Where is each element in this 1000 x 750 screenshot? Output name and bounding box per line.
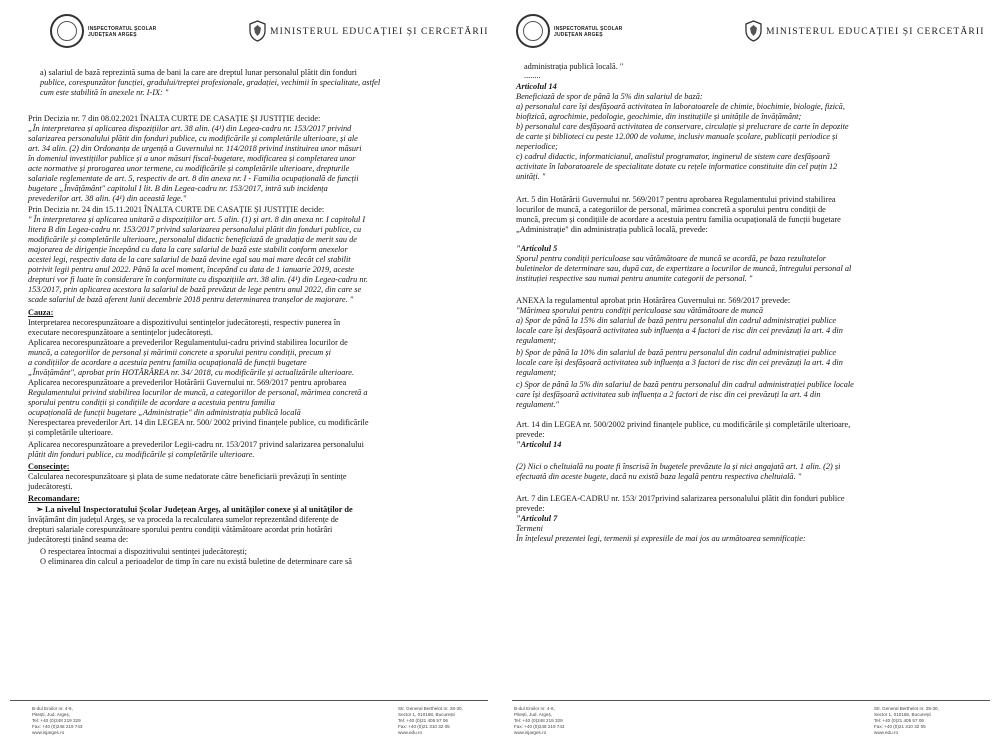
document-line: Calcularea necorespunzătoare și plata de sume nedatorate către beneficiarii prevăzuți în sentințe xyxy=(28,472,347,481)
document-line: c) cadrul didactic, informaticianul, analistul programator, inginerul de sistem care desfășoară xyxy=(516,152,830,161)
document-line: litera B din Legea-cadru nr. 153/2017 privind salarizarea personalului plătit din fonduri publice, cu xyxy=(28,225,362,234)
document-line: a) salariul de bază reprezintă suma de bani la care are dreptul lunar personalul plătit din fonduri xyxy=(40,68,357,77)
document-line: potrivit legii pentru anul 2022. Până la acel moment, începând cu data de 1 ianuarie 2019, aceste xyxy=(28,265,355,274)
document-line: drepturi vor fi luate în considerare în conformitate cu dispozițiile art. 38 alin. (4¹) din Legea-cadru nr. xyxy=(28,275,368,284)
document-line: a condițiilor de acordare a acestuia pentru familia ocupațională de funcții bugetare xyxy=(28,358,307,367)
document-line: ocupațională de funcții bugetare „Administrație" din administrația publică locală xyxy=(28,408,301,417)
document-line: drepturi salariale corespunzătoare sporului pentru condiții vătămătoare acordat prin hotărâri xyxy=(28,525,333,534)
document-line: acte normative și prorogarea unor termene, cu modificările și completările ulterioare, drepturile xyxy=(28,164,350,173)
isj-name-line: INSPECTORATUL ȘCOLAR xyxy=(88,26,157,32)
document-line: modificările și completările ulterioare, personalul didactic beneficiază de gradația de merit sau de xyxy=(28,235,357,244)
document-line: Sporul pentru condiții periculoase sau vătămătoare de muncă se acordă, pe baza rezultatelor xyxy=(516,254,826,263)
footer-line: Str. General Berthelot nr. 28-30, xyxy=(874,706,939,711)
document-line: prevederilor art. 38 alin. (4¹) din această lege." xyxy=(28,194,187,203)
document-line: "Mărimea sporului pentru condiții periculoase sau vătămătoare de muncă xyxy=(516,306,763,315)
footer-line: Sector 1, 010168, București xyxy=(874,712,931,717)
document-line: Nerespectarea prevederilor Art. 14 din LEGEA nr. 500/ 2002 privind finanțele publice, cu modificările xyxy=(28,418,369,427)
footer-link[interactable]: www.edu.ro xyxy=(398,730,423,735)
document-line: judecătorești. xyxy=(28,482,73,491)
isj-name-line: JUDEȚEAN ARGEȘ xyxy=(554,32,603,38)
document-line: salariale reglementate de art. 5, respectiv de art. 8 din anexa nr. I - Familia ocupațională de funcții xyxy=(28,174,359,183)
footer-line: Fax: +40 (0)21 310 32 05 xyxy=(398,724,450,729)
document-line: efectuată din aceste bugete, dacă nu există baza legală pentru respectiva cheltuială. " xyxy=(516,472,802,481)
footer-line: Fax: +40 (0)21 310 32 05 xyxy=(874,724,926,729)
document-line: Art. 5 din Hotărârii Guvernului nr. 569/2017 pentru aprobarea Regulamentului privind stabilirea xyxy=(516,195,836,204)
document-line: sporului pentru condiții și condițiile de acordare a acestuia pentru familia xyxy=(28,398,275,407)
left-page xyxy=(0,0,498,750)
page-header xyxy=(0,12,498,60)
document-line: care își desfășoară activitatea sub influența a 2 factori de risc din cei prevăzuți la art. 4 din xyxy=(516,390,821,399)
footer-line: Fax: +40 (0)248 219 743 xyxy=(32,724,83,729)
document-line: " În interpretarea și aplicarea unitară a dispozițiilor art. 5 alin. (1) și art. 8 din anexa nr. I capitolul I xyxy=(28,215,366,224)
document-line: muncă, a categoriilor de personal și mărimii concrete a sporului pentru condiții, precum și xyxy=(28,348,331,357)
document-line: „Administrație" din administrația publică locală, prevede: xyxy=(516,225,708,234)
document-line: Prin Decizia nr. 7 din 08.02.2021 ÎNALTA CURTE DE CASAȚIE ȘI JUSTIȚIE decide: xyxy=(28,114,321,123)
document-line: b) Spor de până la 10% din salariul de bază pentru personalul din cadrul administrației publice xyxy=(516,348,837,357)
document-line: plătit din fonduri publice, cu modificările și completările ulterioare. xyxy=(28,450,255,459)
document-line: acestei legi, respectiv data de la care salariul de bază devine egal sau mai mare decât cel stabilit xyxy=(28,255,351,264)
page-footer xyxy=(0,700,498,750)
document-line: locale care își desfășoară activitatea sub influența a 4 factori de risc din cei prevăzuți la art. 4 din xyxy=(516,326,843,335)
document-line: administrația publică locală. " xyxy=(524,62,624,71)
footer-divider xyxy=(10,700,488,701)
document-line: prevede: xyxy=(516,504,545,513)
document-line: executare necorespunzătoare a sentințelor judecătorești. xyxy=(28,328,213,337)
footer-link[interactable]: www.edu.ro xyxy=(874,730,899,735)
document-line: locurilor de muncă, a categoriilor de personal, mărimea concretă a sporului pentru condiții de xyxy=(516,205,826,214)
right-page xyxy=(502,0,1000,750)
isj-name xyxy=(88,26,156,38)
document-line: locale care își desfășoară activitatea sub influența a 3 factori de risc din cei prevăzuți la art. 4 din xyxy=(516,358,843,367)
footer-line: Pitești, Jud. Argeș, xyxy=(514,712,553,717)
document-line: muncă, precum și condițiile de acordare a acestuia pentru familia ocupațională de funcții bugetare xyxy=(516,215,841,224)
document-line: "Articolul 14 xyxy=(516,440,562,449)
document-line: Regulamentului privind stabilirea locurilor de muncă, a categoriilor de personal, mărimea concretă a xyxy=(28,388,368,397)
document-line: (2) Nici o cheltuială nu poate fi înscrisă în bugetele prevăzute la și nici angajată art. 1 alin. (2) și xyxy=(516,462,841,471)
document-line: O respectarea întocmai a dispozitivului sentinței judecătorești; xyxy=(40,547,247,556)
document-line: buletinelor de determinare sau, după caz, de expertizare a locurilor de muncă, întregului personal al xyxy=(516,264,852,273)
document-line: Cauza: xyxy=(28,308,54,317)
romania-coat-of-arms-icon xyxy=(248,20,267,42)
document-line: judecătorești ținând seama de: xyxy=(28,535,129,544)
footer-line: B-dul Eroilor nr. 4-6, xyxy=(514,706,555,711)
document-line: Aplicarea necorespunzătoare a prevederilor Legii-cadru nr. 153/2017 privind salarizarea personalului xyxy=(28,440,364,449)
footer-line: Str. General Berthelot nr. 28-30, xyxy=(398,706,463,711)
document-line: Aplicarea necorespunzătoare a prevederilor Hotărârii Guvernului nr. 569/2017 pentru aprobarea xyxy=(28,378,347,387)
document-line: scade salariul de bază aferent lunii decembrie 2018 pentru determinarea tranșelor de majorare. " xyxy=(28,295,354,304)
document-line: Recomandare: xyxy=(28,494,80,503)
isj-name-line: JUDEȚEAN ARGEȘ xyxy=(88,32,137,38)
document-line: Interpretarea necorespunzătoare a dispozitivului sentințelor judecătorești, respectiv punerea în xyxy=(28,318,341,327)
document-line: ➢ La nivelul Inspectoratului Școlar Județean Argeș, al unităților conexe și al unităților de xyxy=(36,505,353,514)
document-line: unități. " xyxy=(516,172,546,181)
document-line: c) Spor de până la 5% din salariul de bază pentru personalul din cadrul administrației publice locale xyxy=(516,380,854,389)
page-footer xyxy=(502,700,1000,750)
document-line: bugetare „Învățământ" capitolul I lit. B din Legea-cadru nr. 153/2017, intră sub incidența xyxy=(28,184,328,193)
document-line: "Articolul 5 xyxy=(516,244,558,253)
footer-link[interactable]: www.isjarges.ro xyxy=(514,730,547,735)
isj-seal-logo xyxy=(516,14,550,48)
document-line: b) personalul care desfășoară activitatea de conservare, circulație și prelucrare de carte în depozite xyxy=(516,122,849,131)
footer-line: Fax: +40 (0)248 219 743 xyxy=(514,724,565,729)
document-line: de carte și biblioteci cu peste 12.000 de volume, inclusiv manuale școlare, publicații periodice și xyxy=(516,132,838,141)
footer-divider xyxy=(512,700,990,701)
document-line: Termeni xyxy=(516,524,543,533)
document-line: "Articolul 7 xyxy=(516,514,558,523)
document-line: Consecințe: xyxy=(28,462,70,471)
footer-line: Tel: +40 (0)248 219 329 xyxy=(32,718,81,723)
footer-line: Tel: +40 (0)248 219 329 xyxy=(514,718,563,723)
footer-line: Pitești, Jud. Argeș, xyxy=(32,712,71,717)
document-line: 153/2017, prin aplicarea acestora la salariul de bază prevăzut de lege pentru anul 2022, din care se xyxy=(28,285,362,294)
document-line: învățământ din județul Argeș, se va proceda la recalcularea sumelor reprezentând diferențe de xyxy=(28,515,339,524)
footer-address-isj xyxy=(514,706,564,736)
document-line: Prin Decizia nr. 24 din 15.11.2021 ÎNALTA CURTE DE CASAȚIE ȘI JUSTIȚIE decide: xyxy=(28,205,325,214)
romania-coat-of-arms-icon xyxy=(744,20,763,42)
footer-line: Tel: +40 (0)21 405 57 06 xyxy=(398,718,448,723)
document-line: prevede: xyxy=(516,430,545,439)
isj-name xyxy=(554,26,622,38)
document-line: majorarea de dirigenție începând cu data la care salariul de bază este stabilit conform anexelor xyxy=(28,245,348,254)
footer-line: B-dul Eroilor nr. 4-6, xyxy=(32,706,73,711)
document-line: a) personalul care își desfășoară activitatea în laboratoarele de chimie, biochimie, biologie, fizică, xyxy=(516,102,845,111)
document-line: „În interpretarea și aplicarea dispozițiilor art. 38 alin. (4¹) din Legea-cadru nr. 153/2017 privind xyxy=(28,124,352,133)
document-line: Art. 7 din LEGEA-CADRU nr. 153/ 2017privind salarizarea personalului plătit din fonduri publice xyxy=(516,494,845,503)
document-line: Articolul 14 xyxy=(516,82,557,91)
document-line: În înțelesul prezentei legi, termenii și expresiile de mai jos au următoarea semnificație: xyxy=(516,534,806,543)
isj-seal-logo xyxy=(50,14,84,48)
ministry-title: MINISTERUL EDUCAȚIEI ȘI CERCETĂRII xyxy=(766,26,985,37)
document-line: în domeniul investițiilor publice și a unor măsuri fiscal-bugetare, modificarea și completarea unor xyxy=(28,154,356,163)
page-header xyxy=(502,12,1000,60)
footer-line: Tel: +40 (0)21 405 57 06 xyxy=(874,718,924,723)
document-line: „Învățământ", aprobat prin HOTĂRÂREA nr. 34/ 2018, cu modificările și actualizările ulterioare. xyxy=(28,368,355,377)
document-line: O eliminarea din calcul a perioadelor de timp în care nu există buletine de determinare care să xyxy=(40,557,352,566)
document-line: activitate în laboratoarele de specialitate dotate cu rețele informatice constituite din cel puțin 12 xyxy=(516,162,838,171)
document-line: art. 34 alin. (2) din Ordonanța de urgență a Guvernului nr. 114/2018 privind instituirea unor măsuri xyxy=(28,144,362,153)
document-line: Beneficiază de spor de până la 5% din salariul de bază: xyxy=(516,92,703,101)
document-line: regulament; xyxy=(516,368,557,377)
footer-line: Sector 1, 010168, București xyxy=(398,712,455,717)
document-line: neperiodice; xyxy=(516,142,558,151)
footer-address-ministry xyxy=(398,706,463,736)
footer-address-isj xyxy=(32,706,82,736)
document-line: ........ xyxy=(524,71,541,80)
document-line: regulament; xyxy=(516,336,557,345)
document-line: instituției respective sau numai pentru anumite categorii de personal. " xyxy=(516,274,753,283)
footer-address-ministry xyxy=(874,706,939,736)
footer-link[interactable]: www.isjarges.ro xyxy=(32,730,65,735)
document-line: cum este stabilită în anexele nr. I-IX: " xyxy=(40,88,169,97)
document-line: regulament." xyxy=(516,400,560,409)
document-line: salarizarea personalului plătit din fonduri publice, cu modificările și completările ulterioare, și ale xyxy=(28,134,358,143)
document-line: biofizică, agrochimie, pedologie, geochimie, din instituțiile și unitățile de învățământ; xyxy=(516,112,802,121)
document-line: Art. 14 din LEGEA nr. 500/2002 privind finanțele publice, cu modificările și completările ulterioare, xyxy=(516,420,851,429)
document-line: publice, corespunzător funcției, gradului/treptei profesionale, gradației, vechimii în specialitate, astfel xyxy=(40,78,381,87)
document-line: Aplicarea necorespunzătoare a prevederilor Regulamentului-cadru privind stabilirea locurilor de xyxy=(28,338,348,347)
document-line: a) Spor de până la 15% din salariul de bază pentru personalul din cadrul administrației publice xyxy=(516,316,837,325)
ministry-title: MINISTERUL EDUCAȚIEI ȘI CERCETĂRII xyxy=(270,26,489,37)
document-line: ANEXA la regulamentul aprobat prin Hotărârea Guvernului nr. 569/2017 prevede: xyxy=(516,296,791,305)
document-line: și completările ulterioare. xyxy=(28,428,114,437)
isj-name-line: INSPECTORATUL ȘCOLAR xyxy=(554,26,623,32)
